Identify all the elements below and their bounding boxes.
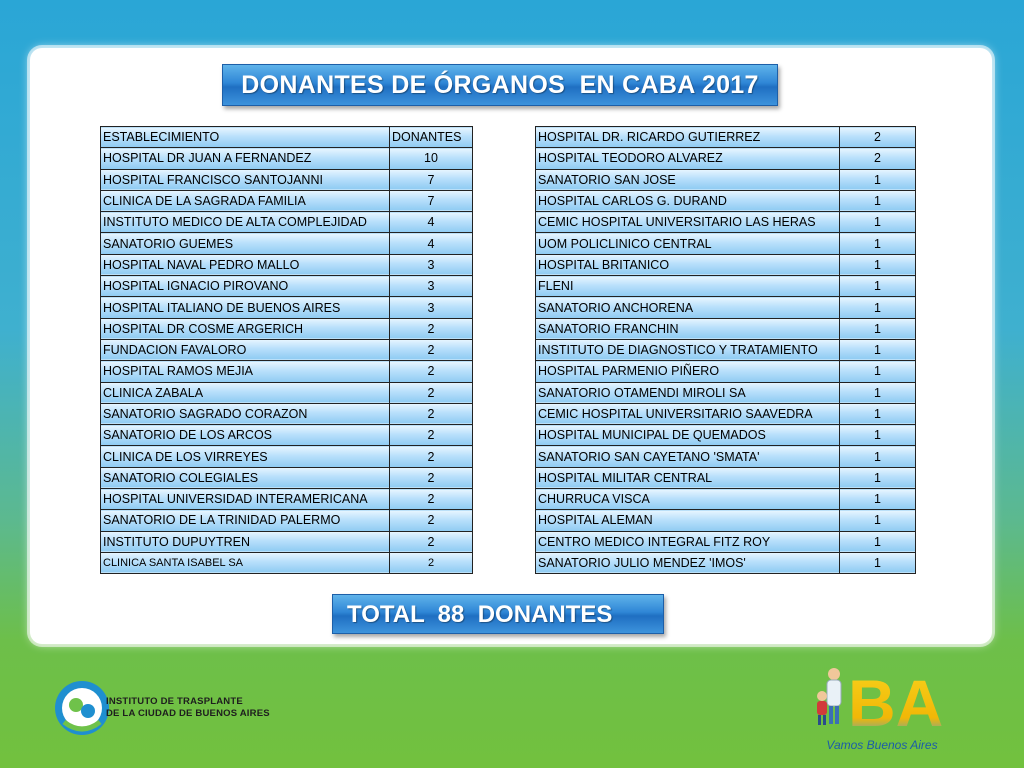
establishment-cell: CLINICA ZABALA [101, 382, 390, 403]
table-row [536, 276, 916, 297]
ba-caption: Vamos Buenos Aires [826, 738, 938, 752]
donors-cell: 1 [840, 403, 916, 424]
donors-cell: 1 [840, 361, 916, 382]
establishment-cell: UOM POLICLINICO CENTRAL [536, 233, 840, 254]
table-row [101, 148, 473, 169]
establishment-cell: HOSPITAL ALEMAN [536, 510, 840, 531]
table-row [536, 531, 916, 552]
donors-cell: 1 [840, 318, 916, 339]
donors-cell: 2 [390, 531, 473, 552]
table-row [101, 467, 473, 488]
table-row [101, 169, 473, 190]
institute-logo-line-1: INSTITUTO DE TRASPLANTE [106, 696, 243, 707]
table-row [101, 254, 473, 275]
table-row [101, 425, 473, 446]
establishment-cell: INSTITUTO DUPUYTREN [101, 531, 390, 552]
establishment-cell: HOSPITAL MILITAR CENTRAL [536, 467, 840, 488]
header-establishment: ESTABLECIMIENTO [101, 127, 390, 148]
donors-cell: 1 [840, 531, 916, 552]
table-header-row [101, 127, 473, 148]
table-row [536, 212, 916, 233]
institute-logo-icon [52, 678, 112, 738]
table-row [536, 467, 916, 488]
establishment-cell: INSTITUTO DE DIAGNOSTICO Y TRATAMIENTO [536, 339, 840, 360]
table-row [101, 403, 473, 424]
establishment-cell: HOSPITAL FRANCISCO SANTOJANNI [101, 169, 390, 190]
ba-logo-icon [808, 664, 954, 736]
donors-cell: 1 [840, 233, 916, 254]
table-row [101, 233, 473, 254]
establishment-cell: HOSPITAL CARLOS G. DURAND [536, 190, 840, 211]
donors-table-left [100, 126, 473, 574]
establishment-cell: HOSPITAL RAMOS MEJIA [101, 361, 390, 382]
establishment-cell: CLINICA SANTA ISABEL SA [101, 552, 390, 573]
donors-cell: 3 [390, 297, 473, 318]
table-row [536, 169, 916, 190]
donors-cell: 1 [840, 467, 916, 488]
donors-cell: 2 [390, 403, 473, 424]
establishment-cell: SANATORIO JULIO MENDEZ 'IMOS' [536, 552, 840, 573]
establishment-cell: FUNDACION FAVALORO [101, 339, 390, 360]
table-row [536, 446, 916, 467]
donors-cell: 2 [390, 382, 473, 403]
table-row [101, 276, 473, 297]
table-row [101, 361, 473, 382]
table-row [536, 403, 916, 424]
donors-cell: 4 [390, 233, 473, 254]
establishment-cell: HOSPITAL IGNACIO PIROVANO [101, 276, 390, 297]
donors-cell: 1 [840, 510, 916, 531]
donors-cell: 2 [390, 318, 473, 339]
table-row [101, 446, 473, 467]
table-row [101, 489, 473, 510]
table-row [101, 552, 473, 573]
table-row [536, 127, 916, 148]
establishment-cell: SANATORIO COLEGIALES [101, 467, 390, 488]
table-row [101, 297, 473, 318]
table-row [101, 339, 473, 360]
table-row [101, 510, 473, 531]
table-row [101, 212, 473, 233]
establishment-cell: HOSPITAL TEODORO ALVAREZ [536, 148, 840, 169]
donors-cell: 2 [390, 361, 473, 382]
donors-cell: 1 [840, 254, 916, 275]
table-row [536, 552, 916, 573]
establishment-cell: SANATORIO GUEMES [101, 233, 390, 254]
establishment-cell: HOSPITAL PARMENIO PIÑERO [536, 361, 840, 382]
donors-cell: 7 [390, 190, 473, 211]
donors-cell: 1 [840, 552, 916, 573]
donors-cell: 4 [390, 212, 473, 233]
establishment-cell: SANATORIO SAN JOSE [536, 169, 840, 190]
establishment-cell: CENTRO MEDICO INTEGRAL FITZ ROY [536, 531, 840, 552]
establishment-cell: SANATORIO DE LA TRINIDAD PALERMO [101, 510, 390, 531]
establishment-cell: HOSPITAL NAVAL PEDRO MALLO [101, 254, 390, 275]
establishment-cell: CEMIC HOSPITAL UNIVERSITARIO LAS HERAS [536, 212, 840, 233]
page-title: DONANTES DE ÓRGANOS EN CABA 2017 [222, 64, 778, 106]
establishment-cell: FLENI [536, 276, 840, 297]
donors-cell: 2 [390, 339, 473, 360]
establishment-cell: HOSPITAL DR JUAN A FERNANDEZ [101, 148, 390, 169]
donors-cell: 2 [390, 446, 473, 467]
establishment-cell: HOSPITAL MUNICIPAL DE QUEMADOS [536, 425, 840, 446]
institute-logo-text [106, 696, 270, 720]
table-row [536, 510, 916, 531]
donors-cell: 1 [840, 212, 916, 233]
establishment-cell: SANATORIO ANCHORENA [536, 297, 840, 318]
table-row [536, 339, 916, 360]
establishment-cell: SANATORIO SAGRADO CORAZON [101, 403, 390, 424]
donors-cell: 1 [840, 339, 916, 360]
table-row [101, 190, 473, 211]
table-row [536, 382, 916, 403]
table-row [536, 425, 916, 446]
establishment-cell: CEMIC HOSPITAL UNIVERSITARIO SAAVEDRA [536, 403, 840, 424]
establishment-cell: INSTITUTO MEDICO DE ALTA COMPLEJIDAD [101, 212, 390, 233]
ba-logo-letters: BA [848, 666, 944, 736]
establishment-cell: SANATORIO FRANCHIN [536, 318, 840, 339]
institute-logo-line-2: DE LA CIUDAD DE BUENOS AIRES [106, 708, 270, 719]
donors-cell: 1 [840, 169, 916, 190]
table-row [101, 382, 473, 403]
donors-cell: 2 [840, 127, 916, 148]
establishment-cell: SANATORIO DE LOS ARCOS [101, 425, 390, 446]
establishment-cell: HOSPITAL ITALIANO DE BUENOS AIRES [101, 297, 390, 318]
donors-cell: 1 [840, 425, 916, 446]
table-row [536, 361, 916, 382]
table-row [536, 254, 916, 275]
establishment-cell: HOSPITAL BRITANICO [536, 254, 840, 275]
donors-cell: 1 [840, 276, 916, 297]
table-row [536, 297, 916, 318]
table-row [536, 318, 916, 339]
donors-cell: 2 [390, 489, 473, 510]
donors-cell: 3 [390, 276, 473, 297]
establishment-cell: SANATORIO SAN CAYETANO 'SMATA' [536, 446, 840, 467]
establishment-cell: CLINICA DE LOS VIRREYES [101, 446, 390, 467]
establishment-cell: HOSPITAL UNIVERSIDAD INTERAMERICANA [101, 489, 390, 510]
table-row [101, 531, 473, 552]
header-donors: DONANTES [390, 127, 473, 148]
table-row [101, 318, 473, 339]
establishment-cell: CHURRUCA VISCA [536, 489, 840, 510]
table-row [536, 190, 916, 211]
establishment-cell: SANATORIO OTAMENDI MIROLI SA [536, 382, 840, 403]
donors-cell: 7 [390, 169, 473, 190]
donors-cell: 3 [390, 254, 473, 275]
donors-cell: 1 [840, 297, 916, 318]
table-row [536, 489, 916, 510]
donors-cell: 1 [840, 446, 916, 467]
donors-cell: 2 [390, 467, 473, 488]
table-row [536, 233, 916, 254]
donors-cell: 1 [840, 382, 916, 403]
establishment-cell: HOSPITAL DR. RICARDO GUTIERREZ [536, 127, 840, 148]
donors-cell: 2 [840, 148, 916, 169]
donors-cell: 10 [390, 148, 473, 169]
donors-cell: 2 [390, 510, 473, 531]
donors-cell: 2 [390, 552, 473, 573]
donors-cell: 2 [390, 425, 473, 446]
establishment-cell: CLINICA DE LA SAGRADA FAMILIA [101, 190, 390, 211]
donors-cell: 1 [840, 489, 916, 510]
total-banner: TOTAL 88 DONANTES [332, 594, 664, 634]
donors-table-right [535, 126, 916, 574]
donors-cell: 1 [840, 190, 916, 211]
table-row [536, 148, 916, 169]
establishment-cell: HOSPITAL DR COSME ARGERICH [101, 318, 390, 339]
